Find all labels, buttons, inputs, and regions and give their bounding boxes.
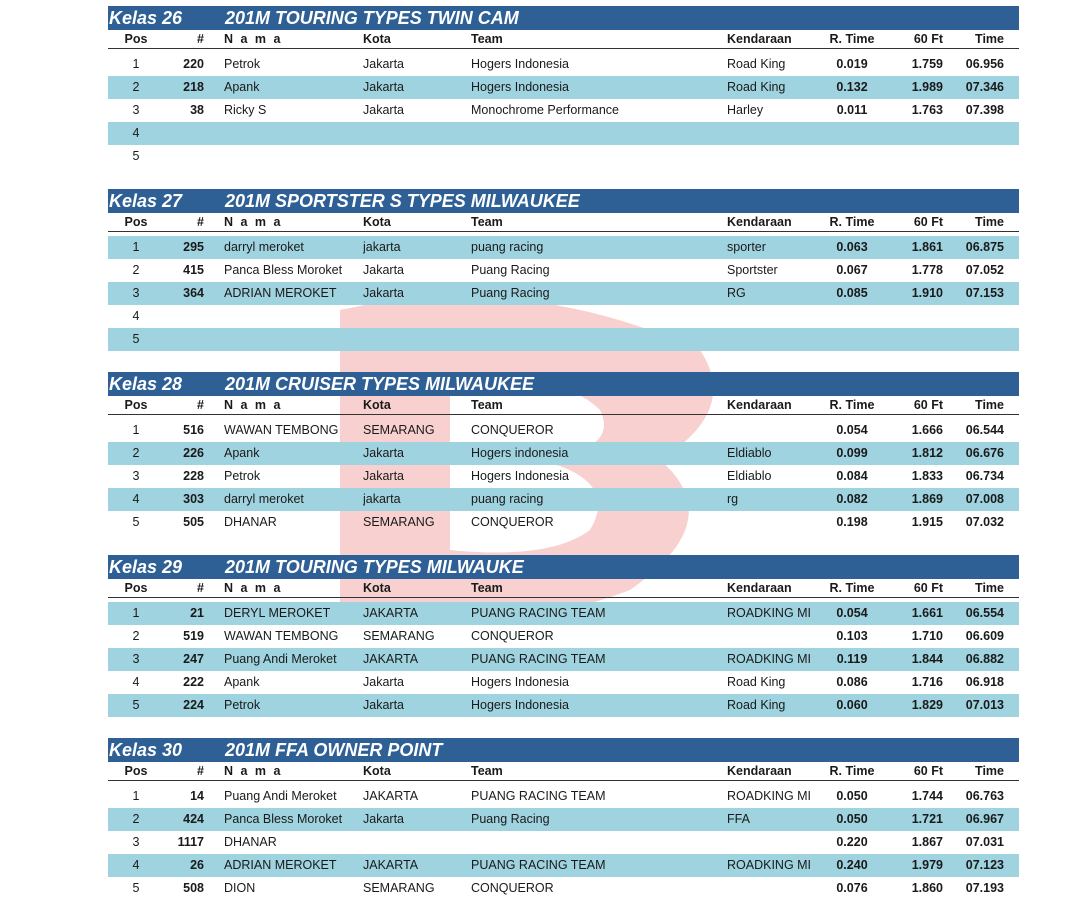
cell-pos: 5: [132, 698, 140, 712]
cell-pos: 3: [132, 835, 140, 849]
column-header-time: Time: [975, 215, 1004, 229]
column-header-time: Time: [975, 398, 1004, 412]
column-header-kota: Kota: [363, 32, 391, 46]
cell-kendaraan: Road King: [727, 80, 786, 94]
cell-pos: 3: [132, 469, 140, 483]
cell-nama: Apank: [224, 446, 260, 460]
cell-rtime: 0.019: [836, 57, 868, 71]
column-header-rtime: R. Time: [829, 398, 875, 412]
cell-nama: Petrok: [224, 698, 261, 712]
table-row: [108, 671, 1019, 694]
class-name: 201M FFA OWNER POINT: [225, 740, 443, 760]
column-header-nama: N a m a: [224, 32, 283, 46]
cell-sixty: 1.915: [911, 515, 943, 529]
column-header-pos: Pos: [124, 764, 148, 778]
column-header-kendaraan: Kendaraan: [727, 215, 792, 229]
cell-nama: DERYL MEROKET: [224, 606, 331, 620]
cell-pos: 2: [132, 629, 140, 643]
column-header-rtime: R. Time: [829, 215, 875, 229]
cell-kota: Jakarta: [363, 80, 404, 94]
table-row: [108, 694, 1019, 717]
column-header-kendaraan: Kendaraan: [727, 764, 792, 778]
cell-time: 07.398: [965, 103, 1004, 117]
cell-num: 519: [183, 629, 204, 643]
cell-kota: jakarta: [363, 240, 401, 254]
kelas-label: Kelas 27: [109, 191, 183, 211]
cell-sixty: 1.763: [911, 103, 943, 117]
cell-kota: jakarta: [363, 492, 401, 506]
column-header-kendaraan: Kendaraan: [727, 581, 792, 595]
cell-kota: SEMARANG: [363, 515, 435, 529]
cell-sixty: 1.744: [911, 789, 943, 803]
cell-team: Hogers Indonesia: [471, 698, 569, 712]
table-row: [108, 99, 1019, 122]
cell-pos: 1: [132, 423, 140, 437]
table-row: [108, 785, 1019, 808]
cell-kota: Jakarta: [363, 675, 404, 689]
column-header-kendaraan: Kendaraan: [727, 398, 792, 412]
cell-team: puang racing: [471, 240, 544, 254]
table-row: [108, 831, 1019, 854]
cell-team: Hogers Indonesia: [471, 57, 569, 71]
class-name: 201M CRUISER TYPES MILWAUKEE: [225, 374, 535, 394]
cell-pos: 2: [132, 446, 140, 460]
table-row: [108, 145, 1019, 168]
cell-rtime: 0.084: [836, 469, 868, 483]
cell-rtime: 0.076: [836, 881, 868, 895]
cell-time: 06.734: [965, 469, 1004, 483]
column-header-sixty: 60 Ft: [913, 215, 943, 229]
cell-team: Puang Racing: [471, 263, 550, 277]
cell-nama: Ricky S: [224, 103, 267, 117]
cell-team: CONQUEROR: [471, 423, 554, 437]
cell-time: 06.956: [965, 57, 1004, 71]
cell-nama: DHANAR: [224, 515, 277, 529]
cell-pos: 5: [132, 332, 140, 346]
cell-nama: darryl meroket: [224, 492, 304, 506]
cell-nama: Apank: [224, 80, 260, 94]
column-header-team: Team: [471, 581, 503, 595]
cell-sixty: 1.861: [911, 240, 943, 254]
section-title-bar: [108, 6, 1019, 30]
cell-kota: JAKARTA: [363, 652, 419, 666]
results-section: [108, 738, 1019, 900]
cell-nama: ADRIAN MEROKET: [224, 286, 337, 300]
column-header-team: Team: [471, 32, 503, 46]
column-header-num: #: [197, 32, 204, 46]
cell-kendaraan: ROADKING MI: [727, 652, 812, 666]
cell-num: 424: [183, 812, 204, 826]
cell-pos: 4: [132, 309, 140, 323]
table-row: [108, 648, 1019, 671]
cell-num: 224: [183, 698, 204, 712]
column-header-team: Team: [471, 764, 503, 778]
table-row: [108, 625, 1019, 648]
cell-rtime: 0.063: [836, 240, 868, 254]
cell-pos: 1: [132, 789, 140, 803]
cell-sixty: 1.869: [911, 492, 943, 506]
column-header-rtime: R. Time: [829, 764, 875, 778]
cell-kota: SEMARANG: [363, 881, 435, 895]
cell-kota: Jakarta: [363, 469, 404, 483]
cell-num: 220: [183, 57, 204, 71]
table-row: [108, 122, 1019, 145]
cell-sixty: 1.721: [911, 812, 943, 826]
cell-nama: Puang Andi Meroket: [224, 652, 337, 666]
cell-pos: 3: [132, 286, 140, 300]
kelas-label: Kelas 29: [109, 557, 183, 577]
cell-kota: Jakarta: [363, 57, 404, 71]
cell-nama: WAWAN TEMBONG: [224, 629, 339, 643]
column-header-kota: Kota: [363, 581, 391, 595]
cell-rtime: 0.119: [836, 652, 868, 666]
column-header-pos: Pos: [124, 398, 148, 412]
cell-num: 228: [183, 469, 204, 483]
column-header-rtime: R. Time: [829, 32, 875, 46]
cell-kota: JAKARTA: [363, 789, 419, 803]
cell-team: CONQUEROR: [471, 629, 554, 643]
column-header-kota: Kota: [363, 398, 391, 412]
cell-nama: Petrok: [224, 469, 261, 483]
cell-nama: ADRIAN MEROKET: [224, 858, 337, 872]
cell-time: 07.193: [965, 881, 1004, 895]
cell-time: 07.123: [965, 858, 1004, 872]
cell-team: Puang Racing: [471, 286, 550, 300]
cell-sixty: 1.979: [911, 858, 943, 872]
section-title-bar: [108, 738, 1019, 762]
section-title-bar: [108, 189, 1019, 213]
cell-kota: SEMARANG: [363, 423, 435, 437]
column-header-rtime: R. Time: [829, 581, 875, 595]
section-title-bar: [108, 372, 1019, 396]
cell-team: puang racing: [471, 492, 544, 506]
column-header-sixty: 60 Ft: [913, 581, 943, 595]
column-header-nama: N a m a: [224, 215, 283, 229]
cell-rtime: 0.132: [836, 80, 868, 94]
cell-pos: 1: [132, 240, 140, 254]
cell-nama: Panca Bless Moroket: [224, 263, 343, 277]
cell-pos: 3: [132, 103, 140, 117]
cell-rtime: 0.054: [836, 423, 868, 437]
cell-pos: 4: [132, 126, 140, 140]
cell-kendaraan: rg: [727, 492, 739, 506]
column-header-time: Time: [975, 764, 1004, 778]
section-title-bar: [108, 555, 1019, 579]
cell-num: 303: [183, 492, 204, 506]
table-row: [108, 259, 1019, 282]
cell-team: Hogers Indonesia: [471, 80, 569, 94]
column-header-pos: Pos: [124, 215, 148, 229]
cell-time: 06.544: [965, 423, 1004, 437]
cell-sixty: 1.666: [911, 423, 943, 437]
cell-num: 218: [183, 80, 204, 94]
cell-kota: SEMARANG: [363, 629, 435, 643]
table-row: [108, 328, 1019, 351]
cell-team: CONQUEROR: [471, 881, 554, 895]
cell-kota: Jakarta: [363, 286, 404, 300]
cell-kota: Jakarta: [363, 698, 404, 712]
cell-num: 226: [183, 446, 204, 460]
cell-time: 06.882: [965, 652, 1004, 666]
cell-num: 21: [190, 606, 204, 620]
column-header-time: Time: [975, 32, 1004, 46]
cell-rtime: 0.050: [836, 812, 868, 826]
table-row: [108, 511, 1019, 534]
cell-sixty: 1.710: [911, 629, 943, 643]
cell-nama: Puang Andi Meroket: [224, 789, 337, 803]
cell-sixty: 1.759: [911, 57, 943, 71]
cell-time: 07.052: [965, 263, 1004, 277]
column-header-time: Time: [975, 581, 1004, 595]
cell-kendaraan: FFA: [727, 812, 750, 826]
cell-kendaraan: sporter: [727, 240, 766, 254]
column-header-team: Team: [471, 215, 503, 229]
column-header-sixty: 60 Ft: [913, 32, 943, 46]
cell-nama: Petrok: [224, 57, 261, 71]
cell-kendaraan: ROADKING MI: [727, 789, 812, 803]
column-header-row: [108, 396, 1019, 415]
cell-rtime: 0.054: [836, 606, 868, 620]
cell-time: 07.153: [965, 286, 1004, 300]
cell-sixty: 1.716: [911, 675, 943, 689]
cell-time: 06.763: [965, 789, 1004, 803]
cell-time: 06.967: [965, 812, 1004, 826]
cell-nama: DION: [224, 881, 256, 895]
cell-rtime: 0.103: [836, 629, 868, 643]
cell-time: 07.013: [965, 698, 1004, 712]
cell-time: 07.346: [965, 80, 1004, 94]
column-header-pos: Pos: [124, 581, 148, 595]
class-name: 201M SPORTSTER S TYPES MILWAUKEE: [225, 191, 580, 211]
table-row: [108, 808, 1019, 831]
kelas-label: Kelas 28: [109, 374, 183, 394]
cell-kendaraan: Road King: [727, 698, 786, 712]
cell-sixty: 1.829: [911, 698, 943, 712]
table-row: [108, 465, 1019, 488]
cell-num: 505: [183, 515, 204, 529]
table-row: [108, 53, 1019, 76]
kelas-label: Kelas 26: [109, 8, 183, 28]
cell-nama: DHANAR: [224, 835, 277, 849]
cell-team: Puang Racing: [471, 812, 550, 826]
cell-team: Hogers Indonesia: [471, 469, 569, 483]
kelas-label: Kelas 30: [109, 740, 183, 760]
cell-kendaraan: Eldiablo: [727, 446, 772, 460]
column-header-nama: N a m a: [224, 581, 283, 595]
cell-num: 38: [190, 103, 204, 117]
column-header-num: #: [197, 764, 204, 778]
cell-kota: JAKARTA: [363, 606, 419, 620]
column-header-kendaraan: Kendaraan: [727, 32, 792, 46]
column-header-sixty: 60 Ft: [913, 764, 943, 778]
cell-team: PUANG RACING TEAM: [471, 606, 606, 620]
class-name: 201M TOURING TYPES TWIN CAM: [225, 8, 519, 28]
cell-time: 06.609: [965, 629, 1004, 643]
cell-pos: 1: [132, 57, 140, 71]
cell-kendaraan: Eldiablo: [727, 469, 772, 483]
class-name: 201M TOURING TYPES MILWAUKE: [225, 557, 524, 577]
cell-nama: Panca Bless Moroket: [224, 812, 343, 826]
cell-pos: 2: [132, 80, 140, 94]
cell-kota: JAKARTA: [363, 858, 419, 872]
cell-rtime: 0.060: [836, 698, 868, 712]
cell-kendaraan: RG: [727, 286, 746, 300]
cell-sixty: 1.833: [911, 469, 943, 483]
table-row: [108, 76, 1019, 99]
cell-num: 14: [190, 789, 204, 803]
cell-pos: 2: [132, 812, 140, 826]
column-header-sixty: 60 Ft: [913, 398, 943, 412]
cell-kendaraan: Road King: [727, 675, 786, 689]
cell-num: 222: [183, 675, 204, 689]
cell-pos: 4: [132, 675, 140, 689]
cell-sixty: 1.661: [911, 606, 943, 620]
cell-pos: 4: [132, 858, 140, 872]
cell-kendaraan: ROADKING MI: [727, 606, 812, 620]
cell-team: PUANG RACING TEAM: [471, 858, 606, 872]
cell-nama: Apank: [224, 675, 260, 689]
cell-rtime: 0.240: [836, 858, 868, 872]
cell-pos: 5: [132, 515, 140, 529]
column-header-row: [108, 579, 1019, 598]
cell-team: Hogers Indonesia: [471, 675, 569, 689]
table-row: [108, 305, 1019, 328]
cell-sixty: 1.812: [911, 446, 943, 460]
cell-pos: 1: [132, 606, 140, 620]
column-header-kota: Kota: [363, 764, 391, 778]
column-header-nama: N a m a: [224, 398, 283, 412]
cell-team: PUANG RACING TEAM: [471, 789, 606, 803]
cell-sixty: 1.989: [911, 80, 943, 94]
cell-sixty: 1.844: [911, 652, 943, 666]
cell-pos: 5: [132, 881, 140, 895]
column-header-num: #: [197, 581, 204, 595]
cell-team: PUANG RACING TEAM: [471, 652, 606, 666]
cell-team: Monochrome Performance: [471, 103, 619, 117]
cell-sixty: 1.910: [911, 286, 943, 300]
cell-num: 516: [183, 423, 204, 437]
cell-rtime: 0.099: [836, 446, 868, 460]
cell-sixty: 1.778: [911, 263, 943, 277]
cell-pos: 5: [132, 149, 140, 163]
cell-rtime: 0.085: [836, 286, 868, 300]
cell-rtime: 0.011: [836, 103, 868, 117]
table-row: [108, 488, 1019, 511]
table-row: [108, 877, 1019, 900]
cell-time: 06.875: [965, 240, 1004, 254]
cell-pos: 3: [132, 652, 140, 666]
cell-kendaraan: ROADKING MI: [727, 858, 812, 872]
cell-time: 06.676: [965, 446, 1004, 460]
cell-team: CONQUEROR: [471, 515, 554, 529]
column-header-pos: Pos: [124, 32, 148, 46]
cell-nama: darryl meroket: [224, 240, 304, 254]
cell-kota: Jakarta: [363, 446, 404, 460]
cell-rtime: 0.198: [836, 515, 868, 529]
column-header-kota: Kota: [363, 215, 391, 229]
cell-kendaraan: Harley: [727, 103, 764, 117]
column-header-row: [108, 213, 1019, 232]
cell-sixty: 1.867: [911, 835, 943, 849]
cell-time: 06.918: [965, 675, 1004, 689]
column-header-nama: N a m a: [224, 764, 283, 778]
cell-num: 295: [183, 240, 204, 254]
results-section: [108, 189, 1019, 351]
cell-sixty: 1.860: [911, 881, 943, 895]
cell-kendaraan: Sportster: [727, 263, 778, 277]
cell-num: 26: [190, 858, 204, 872]
table-row: [108, 854, 1019, 877]
cell-kendaraan: Road King: [727, 57, 786, 71]
cell-num: 364: [183, 286, 204, 300]
results-section: [108, 6, 1019, 168]
cell-num: 508: [183, 881, 204, 895]
column-header-row: [108, 762, 1019, 781]
cell-kota: Jakarta: [363, 263, 404, 277]
results-section: [108, 555, 1019, 717]
table-row: [108, 419, 1019, 442]
cell-num: 1117: [177, 835, 204, 849]
cell-nama: WAWAN TEMBONG: [224, 423, 339, 437]
cell-kota: Jakarta: [363, 812, 404, 826]
cell-num: 415: [183, 263, 204, 277]
cell-num: 247: [183, 652, 204, 666]
cell-kota: Jakarta: [363, 103, 404, 117]
cell-rtime: 0.086: [836, 675, 868, 689]
table-row: [108, 602, 1019, 625]
cell-team: Hogers indonesia: [471, 446, 569, 460]
cell-rtime: 0.220: [836, 835, 868, 849]
cell-rtime: 0.050: [836, 789, 868, 803]
cell-rtime: 0.082: [836, 492, 868, 506]
table-row: [108, 236, 1019, 259]
cell-pos: 4: [132, 492, 140, 506]
column-header-num: #: [197, 215, 204, 229]
column-header-team: Team: [471, 398, 503, 412]
cell-time: 06.554: [965, 606, 1004, 620]
cell-time: 07.031: [965, 835, 1004, 849]
column-header-row: [108, 30, 1019, 49]
cell-pos: 2: [132, 263, 140, 277]
cell-time: 07.032: [965, 515, 1004, 529]
results-section: [108, 372, 1019, 534]
table-row: [108, 282, 1019, 305]
cell-time: 07.008: [965, 492, 1004, 506]
cell-rtime: 0.067: [836, 263, 868, 277]
table-row: [108, 442, 1019, 465]
column-header-num: #: [197, 398, 204, 412]
